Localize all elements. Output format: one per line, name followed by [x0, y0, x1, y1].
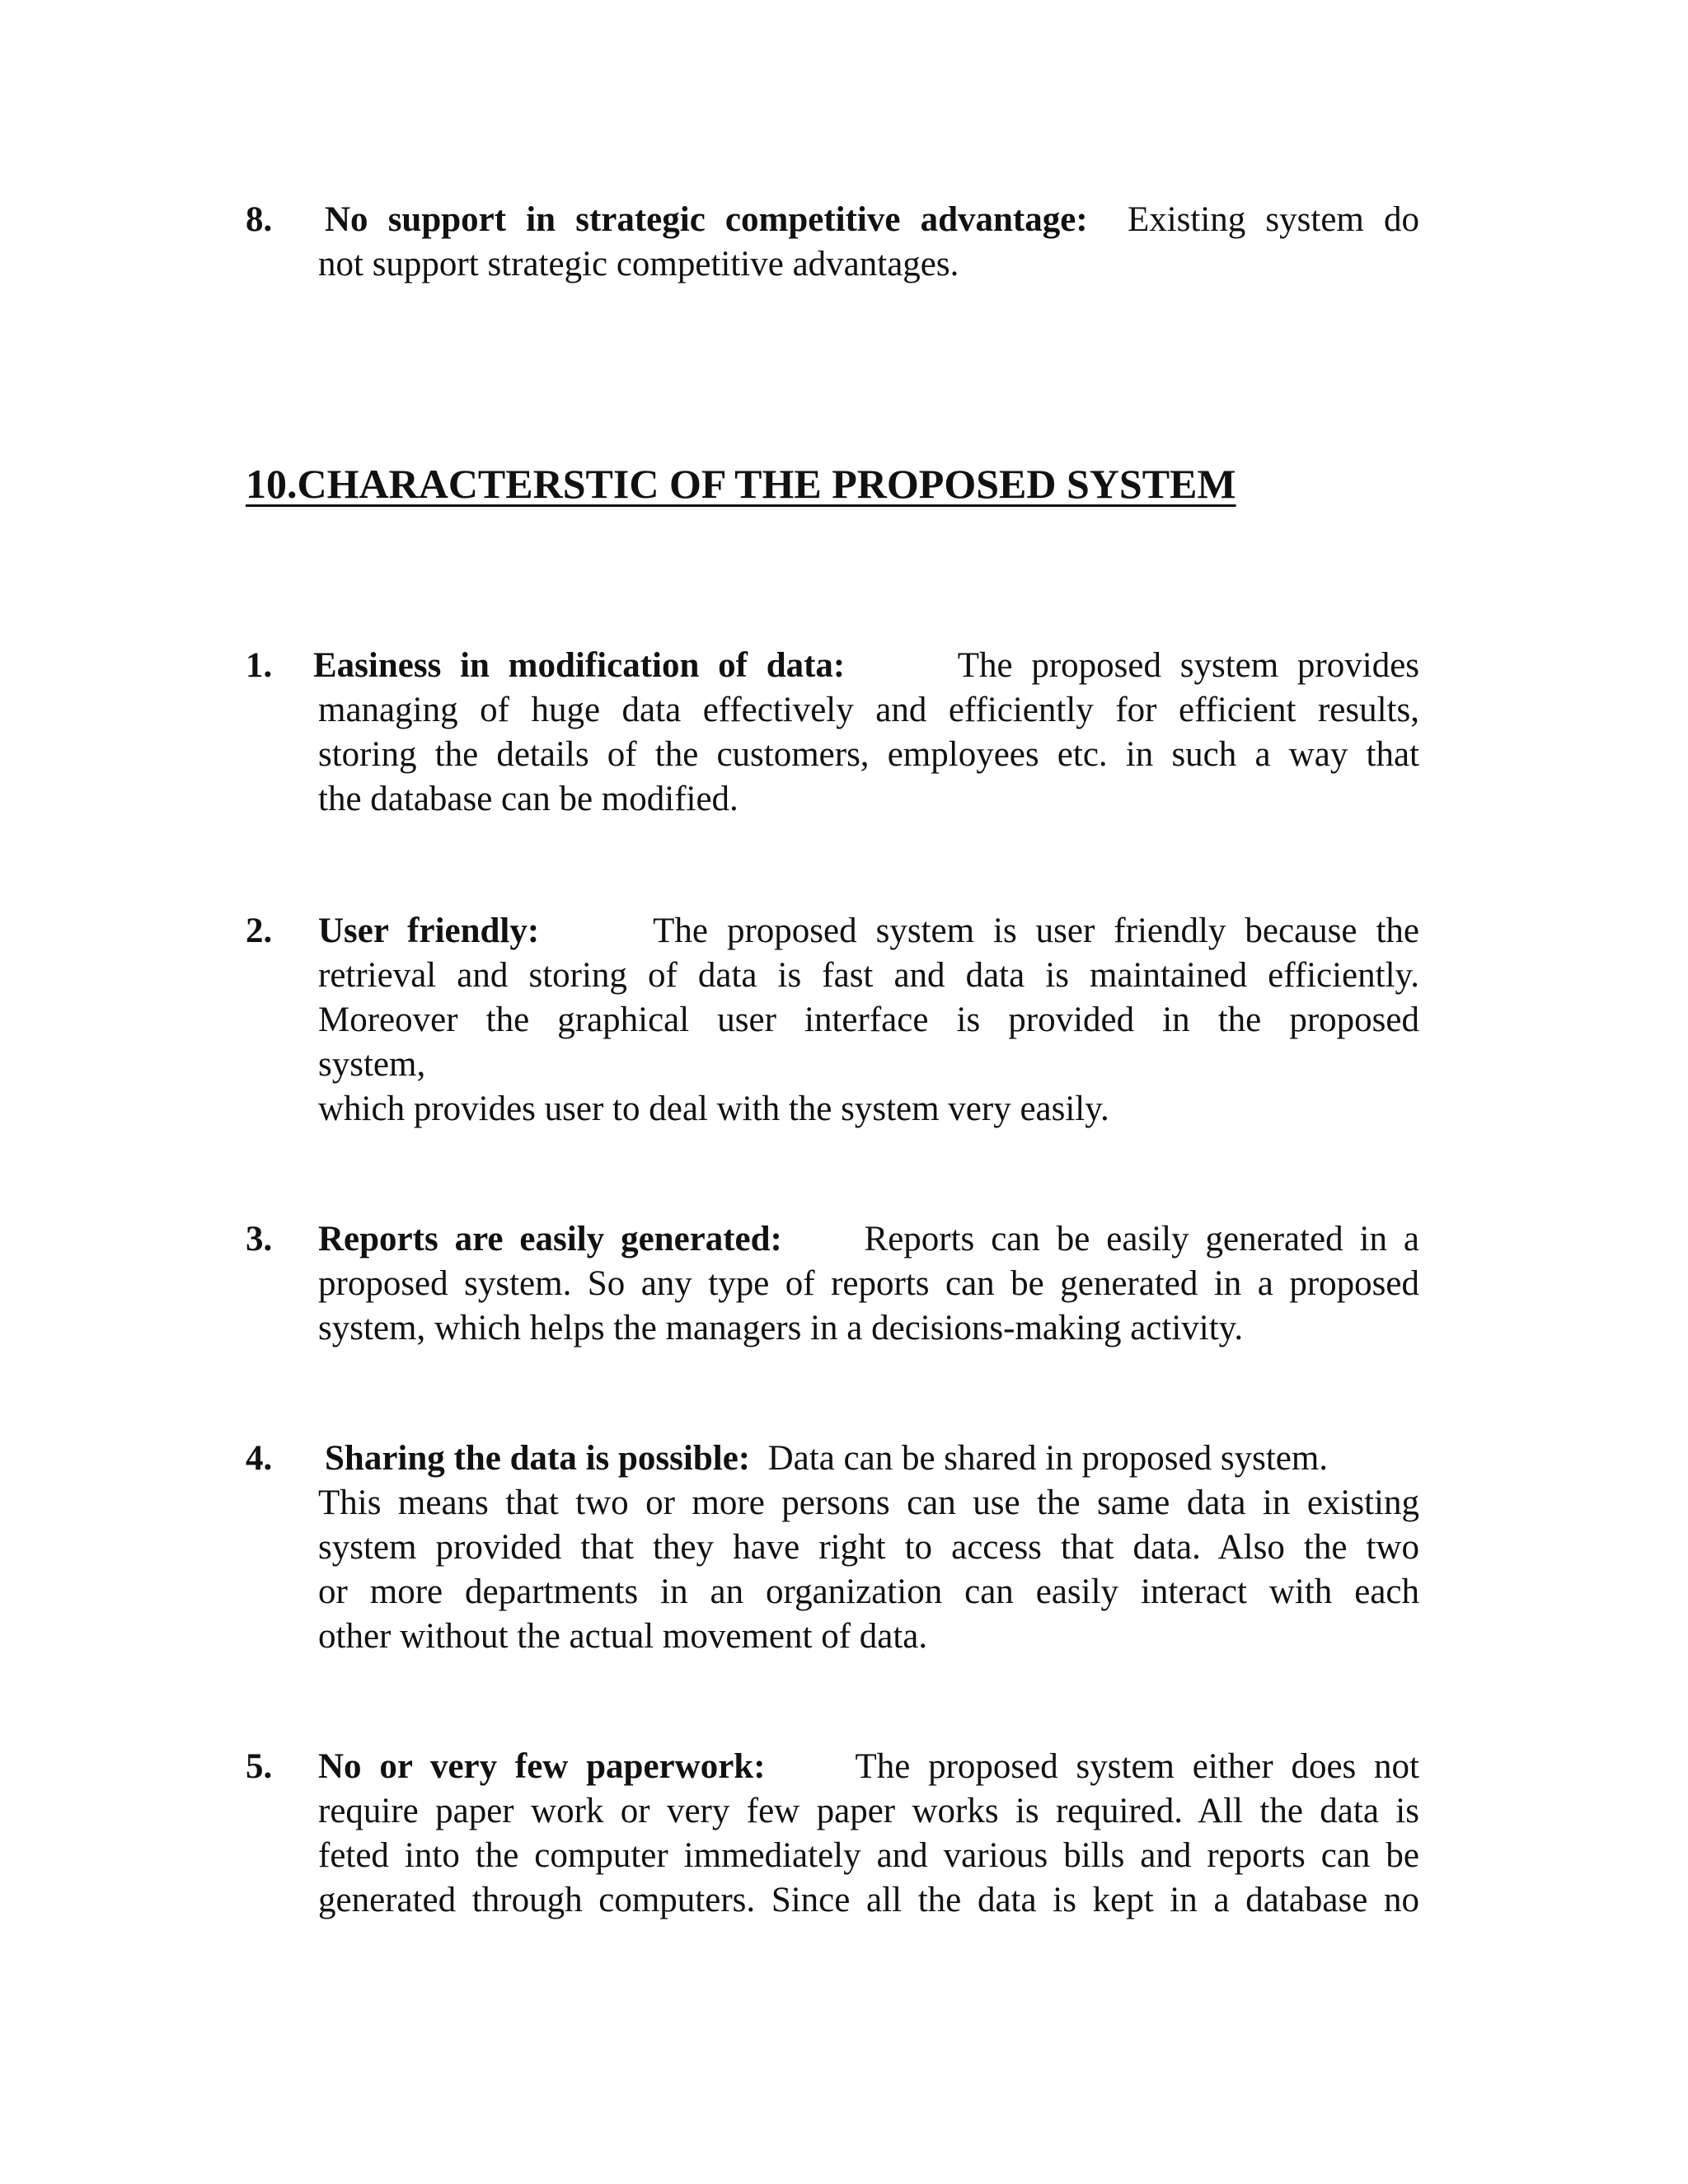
item-line — [318, 909, 1419, 954]
item-number: 3. — [246, 1220, 273, 1258]
item-line: the database can be modified. — [318, 780, 738, 818]
item-line: which provides user to deal with the system very easily. — [318, 1090, 1109, 1128]
list-item-8 — [246, 198, 1419, 287]
item-body — [318, 1436, 1419, 1659]
item-line: or more departments in an organization can easily interact with each — [318, 1572, 1419, 1611]
item-number: 8. — [246, 200, 273, 239]
item-line: This means that two or more persons can use the same data in existing — [318, 1483, 1419, 1522]
item-line: system, which helps the managers in a decisions-making activity. — [318, 1309, 1244, 1347]
item-body — [318, 909, 1419, 1132]
item-line: retrieval and storing of data is fast and data is maintained efficiently. — [318, 956, 1419, 995]
item-text: Reports can be easily generated in a — [864, 1220, 1420, 1258]
item-text: The proposed system is user friendly because the — [653, 912, 1420, 950]
list-item-4 — [246, 1436, 1419, 1659]
item-line — [318, 1745, 1419, 1789]
item-term: Reports are easily generated: — [318, 1220, 782, 1258]
item-number: 5. — [246, 1747, 273, 1786]
item-line: storing the details of the customers, employees etc. in such a way that — [318, 735, 1419, 774]
item-line: managing of huge data effectively and efficiently for efficient results, — [318, 691, 1419, 729]
item-term: No or very few paperwork: — [318, 1747, 766, 1786]
item-number: 2. — [246, 912, 273, 950]
item-line: system, — [318, 1045, 426, 1084]
list-item-5 — [246, 1745, 1419, 1923]
section-heading: 10.CHARACTERSTIC OF THE PROPOSED SYSTEM — [246, 461, 1236, 507]
item-line: Moreover the graphical user interface is provided in the proposed — [318, 1001, 1419, 1039]
item-body — [318, 198, 1419, 287]
item-body — [318, 1217, 1419, 1351]
item-line — [313, 644, 1419, 688]
item-text: Data can be shared in proposed system. — [767, 1439, 1329, 1478]
item-line — [325, 1436, 1419, 1481]
item-line: not support strategic competitive advantages. — [318, 245, 959, 284]
item-line — [325, 198, 1419, 242]
item-term: No support in strategic competitive advantage: — [325, 200, 1088, 239]
item-body — [318, 1745, 1419, 1923]
item-line: system provided that they have right to access that data. Also the two — [318, 1528, 1419, 1567]
item-line: require paper work or very few paper works is required. All the data is — [318, 1792, 1419, 1830]
list-item-1 — [246, 644, 1419, 822]
item-text: The proposed system either does not — [855, 1747, 1419, 1786]
item-line — [318, 1217, 1419, 1262]
item-term: Easiness in modification of data: — [313, 646, 846, 685]
item-term: Sharing the data is possible: — [325, 1439, 751, 1478]
list-item-3 — [246, 1217, 1419, 1351]
item-number: 4. — [246, 1439, 273, 1478]
item-term: User friendly: — [318, 912, 540, 950]
item-number: 1. — [246, 646, 273, 685]
item-line: proposed system. So any type of reports can be generated in a proposed — [318, 1264, 1419, 1303]
list-item-2 — [246, 909, 1419, 1132]
item-line: other without the actual movement of data. — [318, 1617, 928, 1656]
item-line: generated through computers. Since all the data is kept in a database no — [318, 1881, 1419, 1919]
item-text: The proposed system provides — [957, 646, 1420, 685]
item-text: Existing system do — [1127, 200, 1420, 239]
item-body — [313, 644, 1420, 822]
item-line: feted into the computer immediately and various bills and reports can be — [318, 1836, 1419, 1875]
